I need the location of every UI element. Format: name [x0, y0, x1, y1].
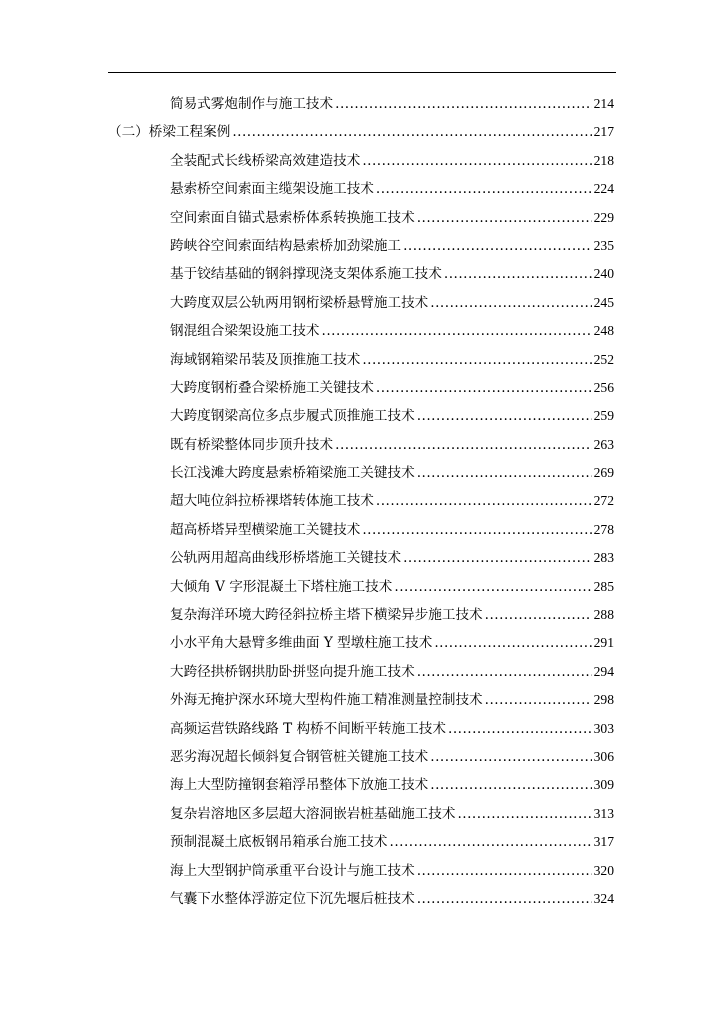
toc-entry[interactable]: [0, 204, 724, 232]
toc-entry[interactable]: [0, 175, 724, 203]
toc-entry-title: 外海无掩护深水环境大型构件施工精准测量控制技术: [170, 692, 483, 709]
toc-entry-title: 钢混组合梁架设施工技术: [170, 323, 320, 340]
toc-page-number: 218: [593, 152, 614, 168]
toc-page-number: 320: [593, 862, 614, 878]
toc-page-number: 285: [593, 578, 614, 594]
toc-dot-leader: [322, 317, 592, 345]
toc-entry[interactable]: [0, 402, 724, 430]
toc-entry[interactable]: [0, 544, 724, 572]
toc-entry-title: 预制混凝土底板钢吊箱承台施工技术: [170, 834, 388, 851]
toc-page-number: 313: [593, 805, 614, 821]
toc-section-heading[interactable]: [0, 118, 724, 146]
toc-entry-title: 空间索面自锚式悬索桥体系转换施工技术: [170, 209, 415, 226]
toc-entry[interactable]: [0, 629, 724, 657]
toc-dot-leader: [376, 374, 592, 402]
toc-page-number: 217: [593, 124, 614, 140]
toc-dot-leader: [434, 629, 591, 657]
toc-page-number: 306: [593, 748, 614, 764]
toc-entry-title: 全装配式长线桥梁高效建造技术: [170, 152, 361, 169]
toc-dot-leader: [376, 175, 592, 203]
toc-entry-title: 大跨度钢桁叠合梁桥施工关键技术: [170, 379, 374, 396]
toc-entry[interactable]: [0, 374, 724, 402]
toc-dot-leader: [485, 601, 592, 629]
toc-page-number: 317: [593, 834, 614, 850]
toc-entry-title: 复杂岩溶地区多层超大溶洞嵌岩桩基础施工技术: [170, 805, 456, 822]
toc-entry-title: （二）桥梁工程案例: [108, 124, 231, 141]
toc-entry-title: 海域钢箱梁吊装及顶推施工技术: [170, 351, 361, 368]
toc-page-number: 269: [593, 465, 614, 481]
toc-dot-leader: [417, 857, 592, 885]
toc-entry-title: 大跨径拱桥钢拱肋卧拼竖向提升施工技术: [170, 663, 415, 680]
toc-page-number: 324: [593, 890, 614, 906]
toc-dot-leader: [430, 289, 591, 317]
toc-entry[interactable]: [0, 346, 724, 374]
toc-dot-leader: [448, 715, 592, 743]
toc-entry-title: 悬索桥空间索面主缆架设施工技术: [170, 181, 374, 198]
toc-page-number: 259: [593, 408, 614, 424]
toc-dot-leader: [362, 147, 591, 175]
toc-entry[interactable]: [0, 90, 724, 118]
toc-entry-title: 简易式雾炮制作与施工技术: [170, 96, 334, 112]
toc-dot-leader: [485, 686, 592, 714]
toc-entry[interactable]: [0, 573, 724, 601]
toc-dot-leader: [335, 431, 591, 459]
toc-page-number: 224: [593, 181, 614, 197]
toc-entry-title: 气囊下水整体浮游定位下沉先堰后桩技术: [170, 890, 415, 907]
toc-entry[interactable]: [0, 800, 724, 828]
toc-dot-leader: [232, 118, 591, 146]
toc-entry-title: 高频运营铁路线路 T 构桥不间断平转施工技术: [170, 720, 446, 737]
toc-entry-title: 海上大型防撞钢套箱浮吊整体下放施工技术: [170, 777, 429, 794]
toc-dot-leader: [417, 402, 592, 430]
toc-page-number: 272: [593, 493, 614, 509]
toc-dot-leader: [362, 516, 591, 544]
toc-entry-title: 长江浅滩大跨度悬索桥箱梁施工关键技术: [170, 465, 415, 482]
toc-page-number: 263: [593, 436, 614, 452]
toc-dot-leader: [335, 90, 591, 118]
toc-dot-leader: [430, 771, 591, 799]
toc-dot-leader: [394, 573, 591, 601]
toc-page-number: 248: [593, 323, 614, 339]
toc-dot-leader: [444, 260, 592, 288]
toc-entry-title: 复杂海洋环境大跨径斜拉桥主塔下横梁异步施工技术: [170, 607, 483, 624]
toc-page-number: 303: [593, 720, 614, 736]
toc-page-number: 294: [593, 663, 614, 679]
toc-dot-leader: [417, 885, 592, 913]
toc-entry-title: 大跨度钢梁高位多点步履式顶推施工技术: [170, 408, 415, 425]
toc-dot-leader: [403, 232, 592, 260]
toc-entry[interactable]: [0, 715, 724, 743]
toc-entry-title: 跨峡谷空间索面结构悬索桥加劲梁施工: [170, 237, 402, 254]
toc-dot-leader: [403, 544, 592, 572]
toc-dot-leader: [417, 658, 592, 686]
toc-entry[interactable]: [0, 260, 724, 288]
toc-page-number: 309: [593, 777, 614, 793]
toc-page-number: 229: [593, 209, 614, 225]
toc-dot-leader: [417, 459, 592, 487]
toc-entry[interactable]: [0, 885, 724, 913]
toc-page-number: 235: [593, 237, 614, 253]
toc-page-number: 298: [593, 692, 614, 708]
toc-page-number: 245: [593, 294, 614, 310]
toc-dot-leader: [390, 828, 592, 856]
toc-entry[interactable]: [0, 771, 724, 799]
toc-dot-leader: [362, 346, 591, 374]
toc-page-number: 240: [593, 266, 614, 282]
toc-entry-title: 超大吨位斜拉桥裸塔转体施工技术: [170, 493, 374, 510]
toc-entry[interactable]: [0, 232, 724, 260]
toc-dot-leader: [376, 487, 592, 515]
toc-entry-title: 大跨度双层公轨两用钢桁梁桥悬臂施工技术: [170, 294, 429, 311]
toc-page-number: 252: [593, 351, 614, 367]
toc-dot-leader: [457, 800, 591, 828]
toc-dot-leader: [430, 743, 591, 771]
toc-entry-title: 超高桥塔异型横梁施工关键技术: [170, 521, 361, 538]
header-rule: [108, 72, 616, 73]
toc-entry-title: 基于铰结基础的钢斜撑现浇支架体系施工技术: [170, 266, 442, 283]
toc-entry[interactable]: [0, 686, 724, 714]
toc-page-number: 256: [593, 379, 614, 395]
toc-dot-leader: [417, 204, 592, 232]
toc-page-number: 288: [593, 607, 614, 623]
toc-entry-title: 公轨两用超高曲线形桥塔施工关键技术: [170, 550, 402, 567]
toc-entry[interactable]: [0, 487, 724, 515]
toc-entry-title: 小水平角大悬臂多维曲面 Y 型墩柱施工技术: [170, 635, 433, 652]
toc-entry-title: 大倾角 V 字形混凝土下塔柱施工技术: [170, 578, 393, 595]
toc-entry[interactable]: [0, 601, 724, 629]
toc-page-number: 214: [593, 96, 614, 111]
toc-entry[interactable]: [0, 317, 724, 345]
toc-entry-title: 既有桥梁整体同步顶升技术: [170, 436, 334, 453]
toc-entry[interactable]: [0, 147, 724, 175]
toc-entry[interactable]: [0, 857, 724, 885]
toc-entry[interactable]: [0, 459, 724, 487]
toc-entry-title: 恶劣海况超长倾斜复合钢管桩关键施工技术: [170, 748, 429, 765]
toc-entry[interactable]: [0, 289, 724, 317]
toc-entry[interactable]: [0, 516, 724, 544]
toc-entry[interactable]: [0, 658, 724, 686]
toc-entry[interactable]: [0, 431, 724, 459]
toc-page-number: 291: [593, 635, 614, 651]
toc-entry[interactable]: [0, 828, 724, 856]
toc-page-number: 278: [593, 521, 614, 537]
table-of-contents: [0, 90, 724, 913]
toc-page-number: 283: [593, 550, 614, 566]
toc-entry[interactable]: [0, 743, 724, 771]
toc-entry-title: 海上大型钢护筒承重平台设计与施工技术: [170, 862, 415, 879]
